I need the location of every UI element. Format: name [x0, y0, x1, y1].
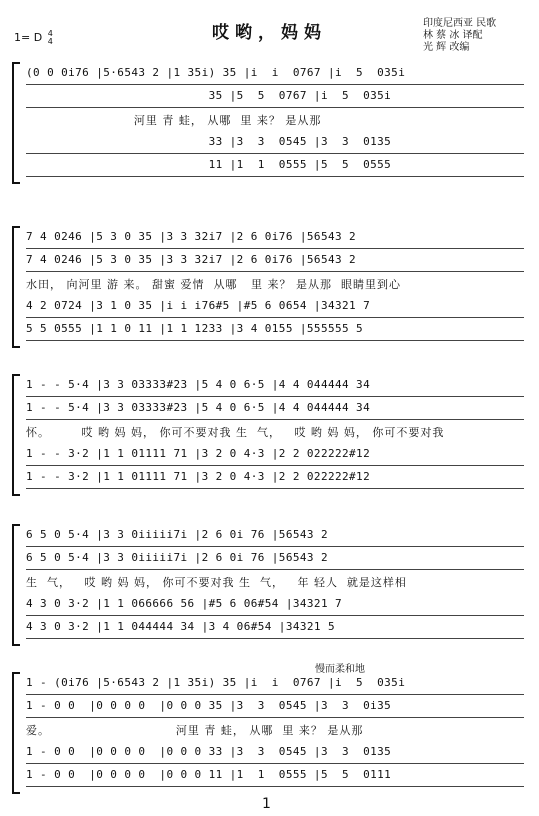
notation-line: 7 4 0246 |5 3 0 35 |3 3 32i7 |2 6 0i76 |56543 2: [26, 253, 524, 272]
time-bottom: 4: [47, 37, 53, 46]
notation-line: 6 5 0 5·4 |3 3 0iiiii7i |2 6 0i 76 |56543 2: [26, 528, 524, 547]
notation-line: 1 - - 3·2 |1 1 01111 71 |3 2 0 4·3 |2 2 022222#12: [26, 447, 524, 466]
time-top: 4: [47, 29, 53, 38]
key-text: 1= D: [14, 31, 43, 44]
notation-line: 4 2 0724 |3 1 0 35 |i i i76#5 |#5 6 0654 |34321 7: [26, 299, 524, 318]
notation-line: 35 |5 5 0767 |i 5 035i: [26, 89, 524, 108]
lyric-line: 水田， 向河里 游 来。 甜蜜 爱情 从哪 里 来？ 是从那 眼睛里到心: [26, 278, 401, 291]
notation-line: 7 4 0246 |5 3 0 35 |3 3 32i7 |2 6 0i76 |56543 2: [26, 230, 524, 249]
score-system: [12, 672, 524, 794]
notation-line: 1 - 0 0 |0 0 0 0 |0 0 0 11 |1 1 0555 |5 5 0111: [26, 768, 524, 787]
notation-line: 1 - 0 0 |0 0 0 0 |0 0 0 33 |3 3 0545 |3 3 0135: [26, 745, 524, 764]
score-system: [12, 524, 524, 646]
lyric-line: 怀。 哎 哟 妈 妈， 你可不要对我 生 气， 哎 哟 妈 妈， 你可不要对我: [26, 426, 445, 439]
notation-line: 5 5 0555 |1 1 0 11 |1 1 1233 |3 4 0155 |555555 5: [26, 322, 524, 341]
notation-line: 1 - 0 0 |0 0 0 0 |0 0 0 35 |3 3 0545 |3 3 0i35: [26, 699, 524, 718]
notation-line: 4 3 0 3·2 |1 1 066666 56 |#5 6 06#54 |34321 7: [26, 597, 524, 616]
system-brace: [12, 524, 20, 646]
score-system: [12, 62, 524, 184]
lyric-line: 河里 青 蛙， 从哪 里 来？ 是从那: [26, 114, 322, 127]
credit-line: 光 辉 改编: [423, 42, 470, 53]
system-brace: [12, 672, 20, 794]
notation-line: 1 - - 3·2 |1 1 01111 71 |3 2 0 4·3 |2 2 022222#12: [26, 470, 524, 489]
credit-line: 印度尼西亚 民歌: [423, 18, 497, 29]
system-brace: [12, 226, 20, 348]
notation-line: 4 3 0 3·2 |1 1 044444 34 |3 4 06#54 |34321 5: [26, 620, 524, 639]
lyric-line: 生 气， 哎 哟 妈 妈， 你可不要对我 生 气， 年 轻人 就是这样相: [26, 576, 407, 589]
notation-line: 11 |1 1 0555 |5 5 0555: [26, 158, 524, 177]
notation-line: 1 - (0i76 |5·6543 2 |1 35i) 35 |i i 0767 |i 5 035i: [26, 676, 524, 695]
tempo-mark: 慢而柔和地: [315, 664, 365, 675]
song-title: 哎哟，妈妈: [212, 23, 327, 43]
notation-line: 33 |3 3 0545 |3 3 0135: [26, 135, 524, 154]
system-brace: [12, 374, 20, 496]
score-system: [12, 374, 524, 496]
system-brace: [12, 62, 20, 184]
score-system: [12, 226, 524, 348]
credit-line: 林 蔡 冰 译配: [423, 30, 483, 41]
notation-line: 1 - - 5·4 |3 3 03333#23 |5 4 0 6·5 |4 4 044444 34: [26, 401, 524, 420]
notation-line: 1 - - 5·4 |3 3 03333#23 |5 4 0 6·5 |4 4 044444 34: [26, 378, 524, 397]
notation-line: 6 5 0 5·4 |3 3 0iiiii7i |2 6 0i 76 |56543 2: [26, 551, 524, 570]
page-number: 1: [262, 796, 271, 812]
credits: [423, 18, 496, 54]
lyric-line: 爱。 河里 青 蛙， 从哪 里 来？ 是从那: [26, 724, 364, 737]
notation-line: (0 0 0i76 |5·6543 2 |1 35i) 35 |i i 0767 |i 5 035i: [26, 66, 524, 85]
